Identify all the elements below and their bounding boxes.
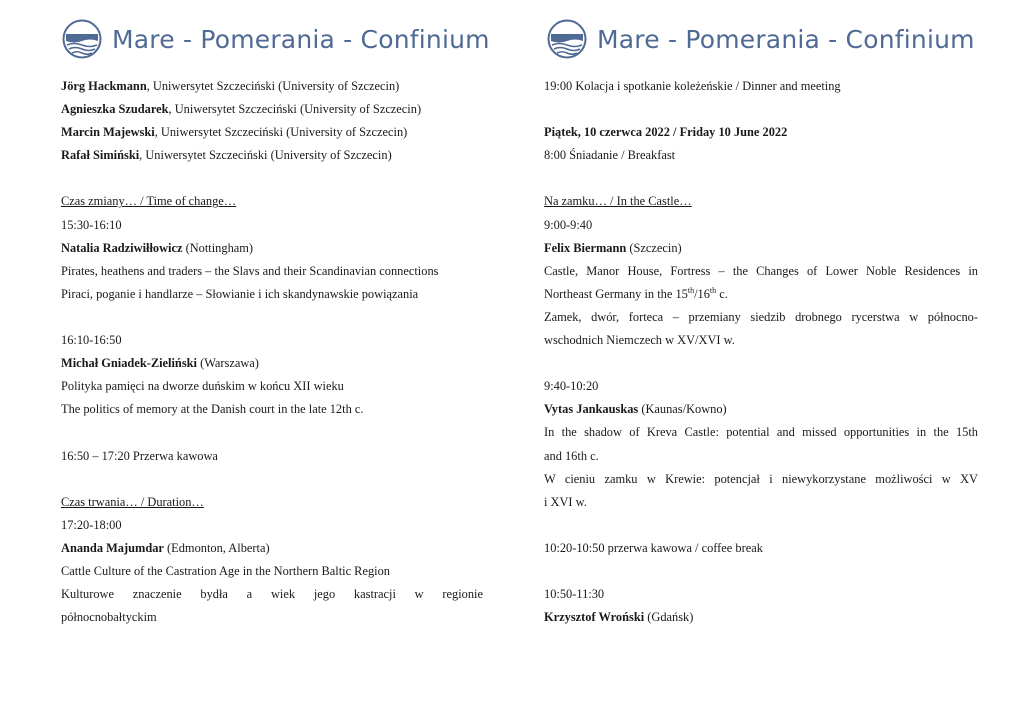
speaker-row: [61, 352, 483, 375]
speaker-name: Vytas Jankauskas: [544, 402, 639, 417]
participant-affiliation: , Uniwersytet Szczeciński (University of Szczecin): [154, 125, 408, 140]
speaker-place: (Szczecin): [626, 240, 682, 255]
conference-logo-icon: [62, 19, 102, 59]
speaker-name: Ananda Majumdar: [61, 540, 164, 555]
participant-affiliation: , Uniwersytet Szczeciński (University of Szczecin): [168, 102, 422, 117]
talk-title-en-continued: Northeast Germany in the 15th/16th c.: [544, 285, 728, 301]
participant-name: Jörg Hackmann: [61, 79, 147, 93]
participant-name: Marcin Majewski: [61, 125, 155, 140]
left-content: [61, 75, 483, 629]
talk-title-en: Cattle Culture of the Castration Age in the Northern Baltic Region: [61, 563, 390, 578]
speaker-place: (Warszawa): [196, 356, 259, 371]
speaker-place: (Nottingham): [182, 240, 254, 255]
participant-row: [61, 121, 483, 144]
speaker-row: [544, 398, 978, 421]
talk-title-pl-continued: i XVI w.: [544, 494, 587, 509]
talk-title-pl: W cieniu zamku w Krewie: potencjał i niewykorzystane możliwości w XV: [544, 471, 978, 486]
day-heading: Piątek, 10 czerwca 2022 / Friday 10 June 2022: [544, 125, 788, 140]
speaker-row: [544, 237, 978, 260]
speaker-row: [61, 537, 483, 560]
talk-title-en-continued: and 16th c.: [544, 448, 599, 463]
breakfast-item: 8:00 Śniadanie / Breakfast: [544, 148, 676, 163]
dinner-item: 19:00 Kolacja i spotkanie koleżeńskie / Dinner and meeting: [544, 79, 841, 93]
speaker-place: (Gdańsk): [644, 610, 694, 625]
speaker-row: [61, 237, 483, 260]
talk-title-pl: Zamek, dwór, forteca – przemiany siedzib drobnego rycerstwa w północno-: [544, 309, 978, 324]
speaker-place: (Kaunas/Kowno): [638, 402, 727, 417]
left-header: [62, 17, 490, 61]
session-time: 16:10-16:50: [61, 333, 122, 348]
participant-name: Rafał Simiński: [61, 148, 140, 163]
section-heading-duration: Czas trwania… / Duration…: [61, 494, 204, 509]
brand-title: Mare - Pomerania - Confinium: [597, 24, 975, 54]
participant-row: [61, 98, 483, 121]
right-content: [544, 75, 978, 629]
participant-row: [61, 144, 483, 167]
speaker-name: Natalia Radziwiłłowicz: [61, 240, 183, 255]
section-heading-time-of-change: Czas zmiany… / Time of change…: [61, 194, 237, 209]
talk-title-en: In the shadow of Kreva Castle: potential and missed opportunities in the 15th: [544, 425, 978, 440]
talk-title-pl: Kulturowe znaczenie bydła a wiek jego kastracji w regionie: [61, 587, 483, 602]
coffee-break: 16:50 – 17:20 Przerwa kawowa: [61, 448, 218, 463]
participant-name: Agnieszka Szudarek: [61, 102, 169, 117]
talk-title-pl-continued: północnobałtyckim: [61, 610, 157, 625]
session-time: 10:50-11:30: [544, 587, 605, 602]
participant-affiliation: , Uniwersytet Szczeciński (University of Szczecin): [139, 148, 392, 163]
talk-title-pl-continued: wschodnich Niemczech w XV/XVI w.: [544, 333, 735, 348]
participant-row: [61, 75, 483, 98]
session-time: 17:20-18:00: [61, 517, 122, 532]
talk-title-pl: Piraci, poganie i handlarze – Słowianie i ich skandynawskie powiązania: [61, 286, 419, 301]
participant-affiliation: , Uniwersytet Szczeciński (University of Szczecin): [146, 79, 400, 93]
speaker-name: Krzysztof Wroński: [544, 610, 645, 625]
right-header: [547, 17, 975, 61]
session-time: 9:00-9:40: [544, 217, 593, 232]
talk-title-en: Castle, Manor House, Fortress – the Changes of Lower Noble Residences in: [544, 263, 978, 278]
session-time: 9:40-10:20: [544, 379, 599, 394]
talk-title-en: The politics of memory at the Danish court in the late 12th c.: [61, 402, 364, 417]
right-page: [512, 0, 1024, 724]
brand-title: Mare - Pomerania - Confinium: [112, 24, 490, 54]
talk-title-en: Pirates, heathens and traders – the Slavs and their Scandinavian connections: [61, 263, 439, 278]
session-time: 15:30-16:10: [61, 217, 122, 232]
speaker-name: Felix Biermann: [544, 240, 627, 255]
speaker-name: Michał Gniadek-Zieliński: [61, 356, 197, 371]
talk-title-pl: Polityka pamięci na dworze duńskim w końcu XII wieku: [61, 379, 344, 394]
speaker-row: [544, 606, 978, 629]
coffee-break: 10:20-10:50 przerwa kawowa / coffee break: [544, 540, 763, 555]
speaker-place: (Edmonton, Alberta): [163, 540, 270, 555]
conference-logo-icon: [547, 19, 587, 59]
section-heading-in-the-castle: Na zamku… / In the Castle…: [544, 194, 692, 209]
